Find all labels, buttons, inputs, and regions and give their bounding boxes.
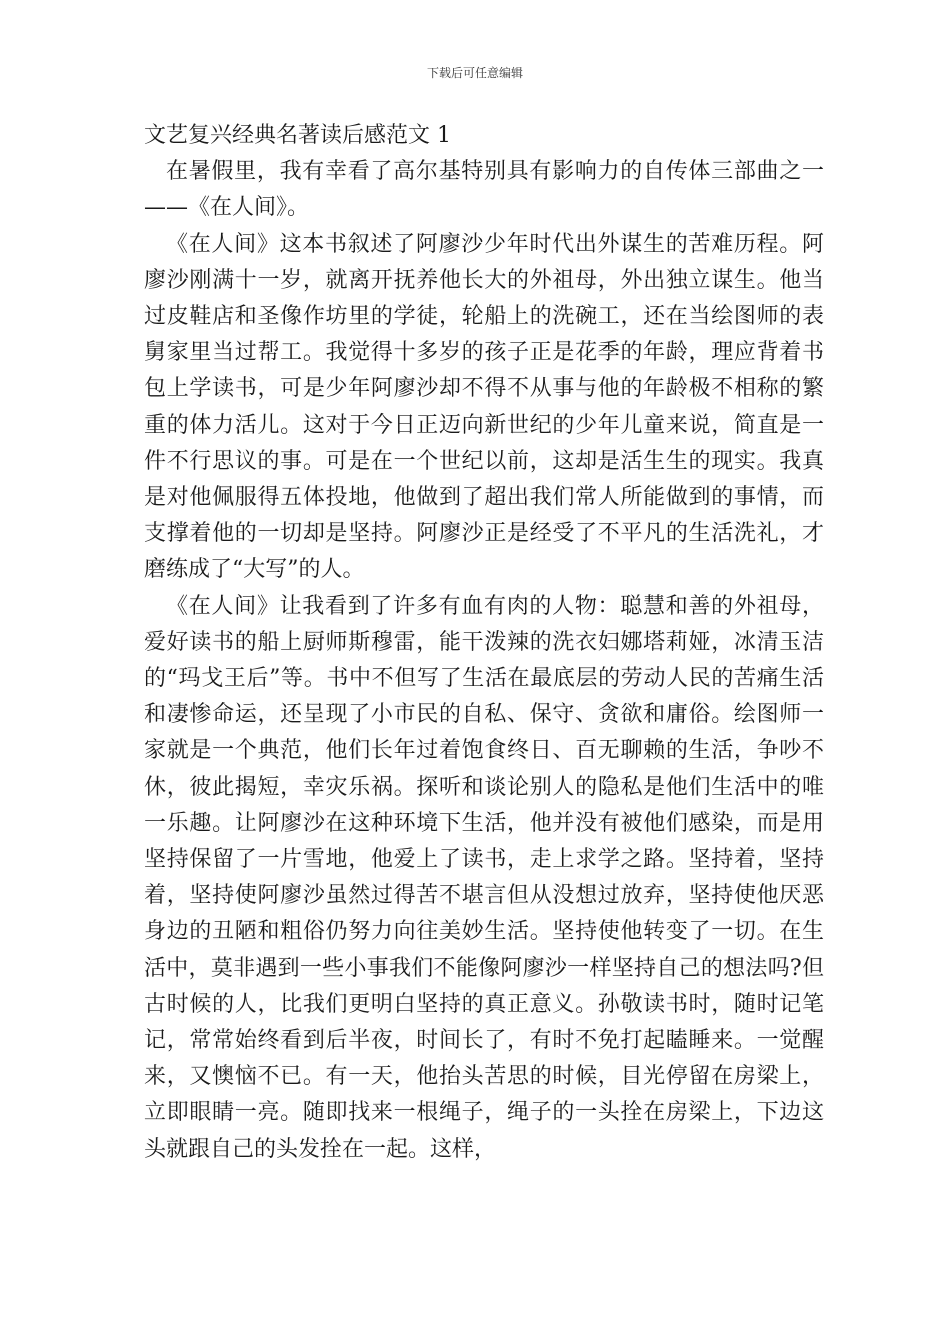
paragraph-characters-reflection: 《在人间》让我看到了许多有血有肉的人物：聪慧和善的外祖母，爱好读书的船上厨师斯穆雷，能干泼辣的洗衣妇娜塔莉娅，冰清玉洁的“玛戈王后”等。书中不但写了生活在最底层的劳动人民的苦痛生活和凄惨命运，还呈现了小市民的自私、保守、贪欲和庸俗。绘图师一家就是一个典范，他们长年过着饱食终日、百无聊赖的生活，争吵不休，彼此揭短，幸灾乐祸。探听和谈论别人的隐私是他们生活中的唯一乐趣。让阿廖沙在这种环境下生活，他并没有被他们感染，而是用坚持保留了一片雪地，他爱上了读书，走上求学之路。坚持着，坚持着，坚持使阿廖沙虽然过得苦不堪言但从没想过放弃，坚持使他厌恶身边的丑陋和粗俗仍努力向往美妙生活。坚持使他转变了一切。在生活中，莫非遇到一些小事我们不能像阿廖沙一样坚持自己的想法吗?但古时候的人，比我们更明白坚持的真正意义。孙敬读书时，随时记笔记，常常始终看到后半夜，时间长了，有时不免打起瞌睡来。一觉醒来，又懊恼不已。有一天，他抬头苦思的时候，目光停留在房梁上，立即眼睛一亮。随即找来一根绳子，绳子的一头拴在房梁上，下边这头就跟自己的头发拴在一起。这样，	[144, 593, 824, 1162]
paragraph-story-summary: 《在人间》这本书叙述了阿廖沙少年时代出外谋生的苦难历程。阿廖沙刚满十一岁，就离开抚养他长大的外祖母，外出独立谋生。他当过皮鞋店和圣像作坊里的学徒，轮船上的洗碗工，还在当绘图师的表舅家里当过帮工。我觉得十多岁的孩子正是花季的年龄，理应背着书包上学读书，可是少年阿廖沙却不得不从事与他的年龄极不相称的繁重的体力活儿。这对于今日正迈向新世纪的少年儿童来说，简直是一件不行思议的事。可是在一个世纪以前，这却是活生生的现实。我真是对他佩服得五体投地，他做到了超出我们常人所能做到的事情，而支撑着他的一切却是坚持。阿廖沙正是经受了不平凡的生活洗礼，才磨练成了“大写”的人。	[144, 231, 824, 583]
document-body	[144, 118, 824, 1168]
paragraph-intro: 在暑假里，我有幸看了高尔基特别具有影响力的自传体三部曲之一——《在人间》。	[144, 159, 824, 221]
document-title: 文艺复兴经典名著读后感范文 1	[144, 123, 451, 148]
header-note: 下载后可任意编辑	[426, 66, 523, 80]
